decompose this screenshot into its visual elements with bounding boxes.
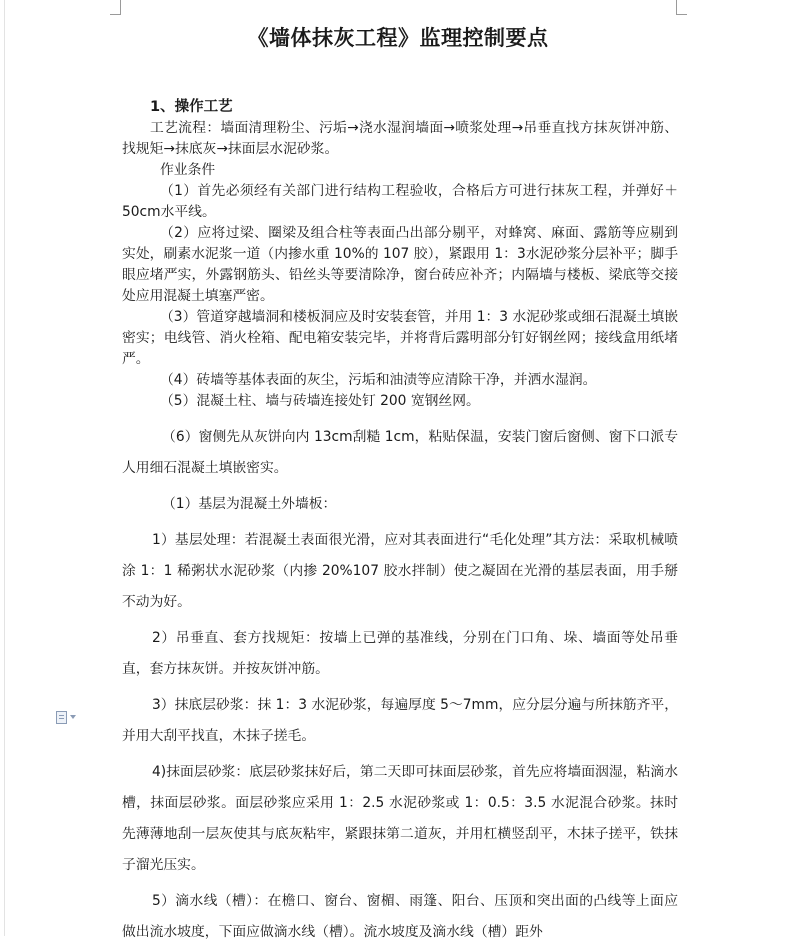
paragraph-conditions-heading: 作业条件	[160, 162, 216, 178]
page-left-edge	[4, 0, 5, 936]
paragraph-process: 工艺流程：墙面清理粉尘、污垢→浇水湿润墙面→喷浆处理→吊垂直找方抹灰饼冲筋、找规矩→抹底灰→抹面层水泥砂浆。	[122, 120, 678, 157]
paragraph-condition-1: （1）首先必须经有关部门进行结构工程验收，合格后方可进行抹灰工程，并弹好＋50cm水平线。	[122, 183, 678, 220]
paragraph-base-type: （1）基层为混凝土外墙板：	[162, 496, 337, 512]
paragraph-condition-4: （4）砖墙等基体表面的灰尘，污垢和油渍等应清除干净，并洒水湿润。	[160, 372, 597, 388]
document-icon	[56, 711, 67, 724]
paragraph-options-icon[interactable]	[56, 710, 80, 724]
paragraph-condition-5: （5）混凝土柱、墙与砖墙连接处钉 200 宽钢丝网。	[160, 393, 480, 409]
margin-corner-mark-right	[676, 0, 687, 15]
document-title: 《墙体抹灰工程》监理控制要点	[247, 25, 549, 50]
dropdown-caret-icon	[70, 715, 76, 719]
paragraph-condition-2: （2）应将过梁、圈梁及组合柱等表面凸出部分剔平，对蜂窝、麻面、露筋等应剔到实处，刷素水泥浆一道（内掺水重 10%的 107 胶），紧跟用 1：3水泥砂浆分层补平；脚手眼应堵严实，外露钢筋头、铅丝头等要清除净，窗台砖应补齐；内隔墙与楼板、梁底等交接处应用混凝土填塞严密。	[122, 225, 678, 304]
paragraph-step-1: 1）基层处理：若混凝土表面很光滑，应对其表面进行“毛化处理”其方法：采取机械喷涂 1：1 稀粥状水泥砂浆（内掺 20%107 胶水拌制）使之凝固在光滑的基层表面，用手掰不动为好。	[122, 532, 678, 610]
paragraph-step-4: 4)抹面层砂浆：底层砂浆抹好后，第二天即可抹面层砂浆，首先应将墙面洇湿，粘滴水槽，抹面层砂浆。面层砂浆应采用 1：2.5 水泥砂浆或 1：0.5：3.5 水泥混合砂浆。抹时先薄薄地刮一层灰使其与底灰粘牢，紧跟抹第二道灰，并用杠横竖刮平，木抹子搓平，铁抹子溜光压实。	[122, 764, 678, 873]
margin-corner-mark-left	[110, 0, 121, 15]
paragraph-condition-3: （3）管道穿越墙洞和楼板洞应及时安装套管，并用 1：3 水泥砂浆或细石混凝土填嵌密实；电线管、消火栓箱、配电箱安装完毕，并将背后露明部分钉好钢丝网；接线盒用纸堵严。	[122, 309, 678, 367]
paragraph-step-3: 3）抹底层砂浆：抹 1：3 水泥砂浆，每遍厚度 5～7mm，应分层分遍与所抹筋齐平，并用大刮平找直，木抹子搓毛。	[122, 697, 678, 744]
dense-paragraphs	[122, 118, 678, 412]
paragraph-condition-6: （6）窗侧先从灰饼向内 13cm刮糙 1cm，粘贴保温，安装门窗后窗侧、窗下口派专人用细石混凝土填嵌密实。	[122, 429, 678, 476]
paragraph-step-5: 5）滴水线（槽）：在檐口、窗台、窗楣、雨篷、阳台、压顶和突出面的凸线等上面应做出流水坡度，下面应做滴水线（槽）。流水坡度及滴水线（槽）距外	[122, 893, 678, 940]
spaced-paragraphs	[122, 422, 678, 948]
section-heading: 1、操作工艺	[150, 99, 233, 115]
paragraph-step-2: 2）吊垂直、套方找规矩：按墙上已弹的基准线，分别在门口角、垛、墙面等处吊垂直，套方抹灰饼。并按灰饼冲筋。	[122, 630, 678, 677]
document-body	[122, 96, 678, 948]
